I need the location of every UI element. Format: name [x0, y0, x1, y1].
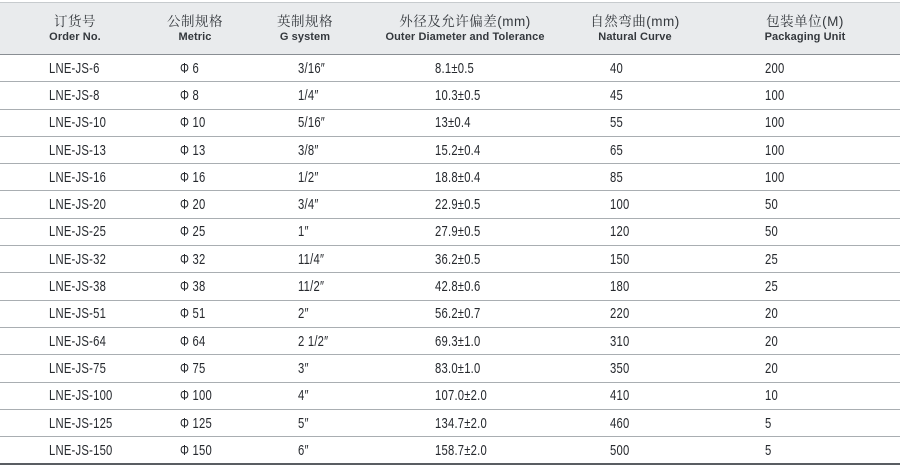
cell-order — [0, 409, 150, 436]
cell-value-gsystem: 3/4″ — [298, 196, 319, 214]
cell-value-metric: Φ 6 — [180, 59, 200, 77]
cell-gsystem — [240, 55, 370, 82]
cell-value-metric: Φ 51 — [180, 305, 206, 323]
cell-metric — [150, 246, 240, 273]
cell-value-od: 13±0.4 — [435, 114, 471, 132]
cell-pack — [710, 300, 900, 327]
cell-od — [370, 437, 560, 465]
cell-value-curve: 40 — [610, 59, 623, 77]
cell-value-order: LNE-JS-20 — [49, 196, 107, 214]
cell-pack — [710, 109, 900, 136]
cell-metric — [150, 409, 240, 436]
cell-value-order: LNE-JS-25 — [49, 223, 107, 241]
cell-order — [0, 218, 150, 245]
cell-od — [370, 82, 560, 109]
cell-pack — [710, 82, 900, 109]
table-row — [0, 82, 900, 109]
cell-value-curve: 45 — [610, 86, 623, 104]
cell-value-metric: Φ 64 — [180, 332, 206, 350]
column-header-g-system-zh: 英制规格 — [277, 14, 333, 29]
cell-curve — [560, 164, 710, 191]
cell-metric — [150, 136, 240, 163]
cell-metric — [150, 82, 240, 109]
cell-value-od: 27.9±0.5 — [435, 223, 481, 241]
cell-value-gsystem: 3″ — [298, 359, 309, 377]
cell-value-curve: 55 — [610, 114, 623, 132]
column-header-natural-curve — [560, 3, 710, 55]
cell-order — [0, 109, 150, 136]
cell-value-pack: 50 — [765, 196, 778, 214]
cell-gsystem — [240, 246, 370, 273]
cell-od — [370, 109, 560, 136]
cell-gsystem — [240, 382, 370, 409]
cell-value-pack: 100 — [765, 168, 785, 186]
cell-value-metric: Φ 13 — [180, 141, 206, 159]
cell-value-curve: 410 — [610, 387, 630, 405]
cell-gsystem — [240, 218, 370, 245]
cell-value-order: LNE-JS-10 — [49, 114, 107, 132]
cell-pack — [710, 327, 900, 354]
cell-value-curve: 150 — [610, 250, 630, 268]
cell-od — [370, 300, 560, 327]
cell-value-curve: 180 — [610, 278, 630, 296]
cell-value-pack: 25 — [765, 278, 778, 296]
cell-value-order: LNE-JS-64 — [49, 332, 107, 350]
column-header-outer-diameter — [370, 3, 560, 55]
cell-value-gsystem: 2″ — [298, 305, 309, 323]
cell-value-order: LNE-JS-6 — [49, 59, 100, 77]
cell-curve — [560, 55, 710, 82]
cell-value-pack: 25 — [765, 250, 778, 268]
cell-curve — [560, 218, 710, 245]
cell-value-od: 15.2±0.4 — [435, 141, 481, 159]
cell-gsystem — [240, 409, 370, 436]
cell-order — [0, 327, 150, 354]
cell-od — [370, 382, 560, 409]
table-row — [0, 382, 900, 409]
cell-value-pack: 20 — [765, 332, 778, 350]
cell-order — [0, 55, 150, 82]
cell-value-order: LNE-JS-8 — [49, 86, 100, 104]
table-row — [0, 273, 900, 300]
cell-value-gsystem: 11/2″ — [298, 278, 325, 296]
column-header-g-system — [240, 3, 370, 55]
cell-value-curve: 65 — [610, 141, 623, 159]
cell-gsystem — [240, 109, 370, 136]
cell-value-order: LNE-JS-38 — [49, 278, 107, 296]
cell-od — [370, 164, 560, 191]
cell-curve — [560, 382, 710, 409]
cell-pack — [710, 136, 900, 163]
cell-od — [370, 218, 560, 245]
table-row — [0, 300, 900, 327]
cell-value-metric: Φ 16 — [180, 168, 206, 186]
cell-pack — [710, 55, 900, 82]
cell-value-gsystem: 1″ — [298, 223, 309, 241]
cell-value-metric: Φ 25 — [180, 223, 206, 241]
cell-value-metric: Φ 75 — [180, 359, 206, 377]
cell-value-curve: 500 — [610, 441, 630, 459]
column-header-packaging-unit-en: Packaging Unit — [764, 31, 846, 43]
column-header-g-system-en: G system — [279, 31, 331, 43]
cell-value-curve: 310 — [610, 332, 630, 350]
cell-value-gsystem: 11/4″ — [298, 250, 325, 268]
table-row — [0, 327, 900, 354]
cell-curve — [560, 109, 710, 136]
cell-value-od: 56.2±0.7 — [435, 305, 481, 323]
cell-value-gsystem: 6″ — [298, 441, 309, 459]
cell-value-order: LNE-JS-125 — [49, 414, 113, 432]
table-row — [0, 355, 900, 382]
column-header-metric — [150, 3, 240, 55]
cell-value-od: 107.0±2.0 — [435, 387, 487, 405]
cell-value-curve: 120 — [610, 223, 630, 241]
cell-value-od: 8.1±0.5 — [435, 59, 475, 77]
cell-metric — [150, 273, 240, 300]
cell-value-od: 83.0±1.0 — [435, 359, 481, 377]
cell-curve — [560, 246, 710, 273]
cell-value-pack: 100 — [765, 86, 785, 104]
table-row — [0, 409, 900, 436]
cell-gsystem — [240, 191, 370, 218]
table-body — [0, 55, 900, 465]
cell-value-pack: 5 — [765, 414, 772, 432]
cell-metric — [150, 382, 240, 409]
cell-gsystem — [240, 136, 370, 163]
cell-curve — [560, 82, 710, 109]
cell-curve — [560, 300, 710, 327]
cell-curve — [560, 409, 710, 436]
column-header-metric-zh: 公制规格 — [167, 14, 223, 29]
cell-od — [370, 327, 560, 354]
cell-value-metric: Φ 8 — [180, 86, 200, 104]
table-row — [0, 136, 900, 163]
table-row — [0, 246, 900, 273]
cell-gsystem — [240, 82, 370, 109]
cell-value-order: LNE-JS-51 — [49, 305, 107, 323]
table-row — [0, 55, 900, 82]
table-row — [0, 218, 900, 245]
cell-od — [370, 273, 560, 300]
cell-metric — [150, 218, 240, 245]
cell-value-metric: Φ 125 — [180, 414, 213, 432]
column-header-outer-diameter-en: Outer Diameter and Tolerance — [385, 31, 545, 43]
table-header — [0, 3, 900, 55]
table-row — [0, 164, 900, 191]
cell-value-pack: 20 — [765, 359, 778, 377]
cell-value-pack: 100 — [765, 141, 785, 159]
cell-metric — [150, 109, 240, 136]
cell-value-pack: 100 — [765, 114, 785, 132]
cell-gsystem — [240, 437, 370, 465]
cell-pack — [710, 382, 900, 409]
cell-pack — [710, 437, 900, 465]
cell-metric — [150, 55, 240, 82]
cell-value-gsystem: 3/16″ — [298, 59, 326, 77]
cell-value-gsystem: 5/16″ — [298, 114, 326, 132]
cell-value-curve: 100 — [610, 196, 630, 214]
cell-order — [0, 273, 150, 300]
cell-curve — [560, 273, 710, 300]
cell-value-curve: 85 — [610, 168, 623, 186]
cell-value-od: 36.2±0.5 — [435, 250, 481, 268]
cell-metric — [150, 164, 240, 191]
cell-metric — [150, 437, 240, 465]
spec-table — [0, 2, 900, 465]
cell-order — [0, 136, 150, 163]
column-header-metric-en: Metric — [178, 31, 212, 43]
cell-metric — [150, 327, 240, 354]
cell-value-od: 69.3±1.0 — [435, 332, 481, 350]
cell-curve — [560, 355, 710, 382]
cell-gsystem — [240, 355, 370, 382]
cell-value-gsystem: 1/4″ — [298, 86, 319, 104]
header-row — [0, 3, 900, 55]
cell-order — [0, 191, 150, 218]
cell-value-od: 22.9±0.5 — [435, 196, 481, 214]
column-header-natural-curve-zh: 自然弯曲(mm) — [590, 14, 680, 29]
cell-curve — [560, 136, 710, 163]
cell-gsystem — [240, 164, 370, 191]
cell-curve — [560, 437, 710, 465]
column-header-packaging-unit-zh: 包装单位(M) — [766, 14, 844, 29]
cell-gsystem — [240, 327, 370, 354]
cell-value-metric: Φ 32 — [180, 250, 206, 268]
cell-od — [370, 355, 560, 382]
cell-pack — [710, 218, 900, 245]
cell-curve — [560, 191, 710, 218]
cell-value-od: 18.8±0.4 — [435, 168, 481, 186]
cell-order — [0, 355, 150, 382]
cell-pack — [710, 355, 900, 382]
cell-order — [0, 300, 150, 327]
cell-value-gsystem: 1/2″ — [298, 168, 319, 186]
cell-value-metric: Φ 38 — [180, 278, 206, 296]
cell-pack — [710, 164, 900, 191]
cell-value-gsystem: 5″ — [298, 414, 309, 432]
cell-pack — [710, 273, 900, 300]
cell-value-od: 158.7±2.0 — [435, 441, 487, 459]
cell-value-pack: 5 — [765, 441, 772, 459]
cell-od — [370, 136, 560, 163]
cell-metric — [150, 300, 240, 327]
cell-value-metric: Φ 150 — [180, 441, 213, 459]
cell-order — [0, 82, 150, 109]
table-row — [0, 109, 900, 136]
cell-value-gsystem: 3/8″ — [298, 141, 319, 159]
cell-od — [370, 55, 560, 82]
cell-pack — [710, 409, 900, 436]
column-header-order-no-zh: 订货号 — [54, 14, 96, 29]
cell-value-metric: Φ 10 — [180, 114, 206, 132]
column-header-order-no-en: Order No. — [49, 31, 101, 43]
cell-value-metric: Φ 20 — [180, 196, 206, 214]
cell-value-od: 10.3±0.5 — [435, 86, 481, 104]
cell-metric — [150, 191, 240, 218]
cell-order — [0, 164, 150, 191]
cell-gsystem — [240, 300, 370, 327]
cell-od — [370, 191, 560, 218]
column-header-outer-diameter-zh: 外径及允许偏差(mm) — [399, 14, 531, 29]
cell-value-order: LNE-JS-75 — [49, 359, 107, 377]
cell-value-order: LNE-JS-16 — [49, 168, 107, 186]
cell-order — [0, 382, 150, 409]
cell-order — [0, 246, 150, 273]
column-header-order-no — [0, 3, 150, 55]
cell-value-pack: 200 — [765, 59, 785, 77]
cell-curve — [560, 327, 710, 354]
cell-value-gsystem: 2 1/2″ — [298, 332, 329, 350]
cell-od — [370, 246, 560, 273]
cell-od — [370, 409, 560, 436]
cell-value-od: 134.7±2.0 — [435, 414, 487, 432]
cell-value-order: LNE-JS-13 — [49, 141, 107, 159]
table-row — [0, 191, 900, 218]
cell-value-curve: 460 — [610, 414, 630, 432]
cell-value-pack: 50 — [765, 223, 778, 241]
cell-value-order: LNE-JS-150 — [49, 441, 113, 459]
cell-value-od: 42.8±0.6 — [435, 278, 481, 296]
cell-value-pack: 10 — [765, 387, 778, 405]
cell-value-pack: 20 — [765, 305, 778, 323]
column-header-natural-curve-en: Natural Curve — [598, 31, 672, 43]
cell-pack — [710, 246, 900, 273]
cell-metric — [150, 355, 240, 382]
cell-value-metric: Φ 100 — [180, 387, 213, 405]
cell-value-curve: 220 — [610, 305, 630, 323]
cell-value-order: LNE-JS-100 — [49, 387, 113, 405]
cell-value-gsystem: 4″ — [298, 387, 309, 405]
cell-value-curve: 350 — [610, 359, 630, 377]
cell-pack — [710, 191, 900, 218]
table-row — [0, 437, 900, 465]
cell-order — [0, 437, 150, 465]
column-header-packaging-unit — [710, 3, 900, 55]
cell-gsystem — [240, 273, 370, 300]
cell-value-order: LNE-JS-32 — [49, 250, 107, 268]
